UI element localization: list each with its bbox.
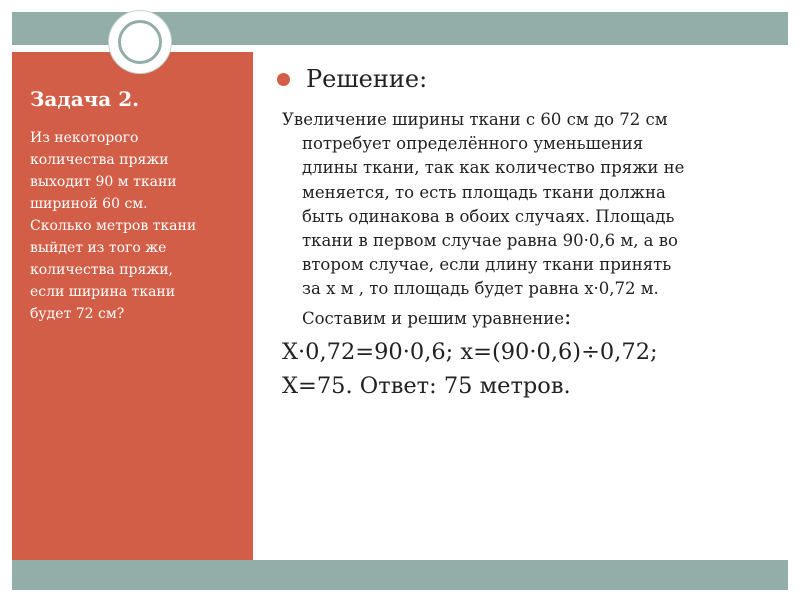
solution-paragraph	[272, 108, 782, 302]
task-text-line: количества пряжи	[30, 152, 169, 168]
solution-heading: Решение:	[306, 65, 428, 93]
solution-content	[272, 62, 782, 403]
paragraph-line: потребует определённого уменьшения	[302, 134, 644, 154]
circle-ring	[118, 20, 162, 64]
paragraph-line: втором случае, если длину ткани принять	[302, 255, 672, 275]
task-text-line: будет 72 см?	[30, 306, 125, 322]
solution-heading-row	[272, 62, 782, 98]
task-text	[30, 127, 230, 325]
task-text-line: количества пряжи,	[30, 262, 173, 278]
paragraph-line: ткани в первом случае равна 90·0,6 м, а во	[302, 231, 678, 251]
equation: Х·0,72=90·0,6; х=(90·0,6)÷0,72;	[282, 338, 658, 365]
paragraph-line: за х м , то площадь будет равна х·0,72 м.	[302, 279, 659, 299]
paragraph-line: меняется, то есть площадь ткани должна	[302, 182, 666, 202]
task-title: Задача 2.	[30, 87, 140, 111]
equation-intro: Составим и решим уравнение	[302, 308, 565, 328]
bottom-band	[12, 560, 788, 590]
paragraph-line: быть одинакова в обоих случаях. Площадь	[302, 206, 675, 226]
equation-intro-line	[272, 302, 782, 335]
bullet-icon	[277, 73, 290, 86]
equation-intro-colon: :	[564, 304, 572, 330]
task-text-line: если ширина ткани	[30, 284, 176, 300]
paragraph-line: длины ткани, так как количество пряжи не	[302, 158, 685, 178]
task-text-line: Сколько метров ткани	[30, 218, 197, 234]
answer: Х=75. Ответ: 75 метров.	[282, 372, 571, 399]
task-text-line: выйдет из того же	[30, 240, 167, 256]
task-text-line: Из некоторого	[30, 130, 139, 146]
paragraph-line: Увеличение ширины ткани с 60 см до 72 см	[282, 110, 668, 129]
circle-ornament	[109, 11, 171, 73]
task-text-line: выходит 90 м ткани	[30, 174, 177, 190]
task-text-line: шириной 60 см.	[30, 196, 148, 212]
